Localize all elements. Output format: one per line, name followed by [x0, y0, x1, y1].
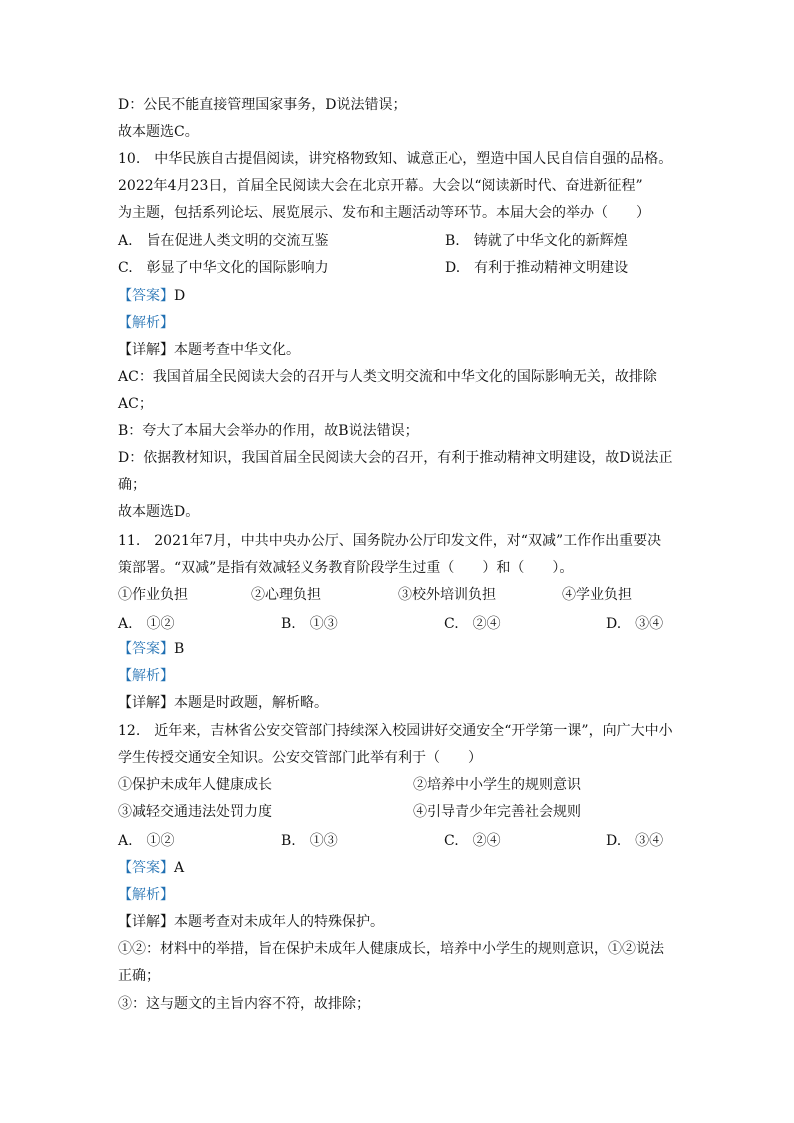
q11-detail	[118, 694, 328, 712]
q12-item-1: ①保护未成年人健康成长	[118, 777, 272, 793]
q10-explain-line-4: D：依据教材知识，我国首届全民阅读大会的召开，有利于推动精神文明建设，故D说法正	[118, 450, 673, 466]
q11-item-2: ②心理负担	[251, 587, 321, 603]
detail-text: 本题是时政题，解析略。	[174, 695, 328, 711]
q9-conclusion: 故本题选C。	[118, 124, 199, 140]
q11-item-4: ④学业负担	[562, 587, 632, 603]
q12-option-d: D. ③④	[606, 833, 664, 849]
detail-text: 本题考查中华文化。	[174, 342, 300, 358]
q12-detail	[118, 913, 384, 931]
q10-explain-line-1: AC：我国首届全民阅读大会的召开与人类文明交流和中华文化的国际影响无关，故排除	[118, 369, 657, 385]
q10-option-a: A. 旨在促进人类文明的交流互鉴	[118, 233, 329, 249]
q10-explain-line-5: 确；	[118, 477, 146, 493]
answer-tag: 【答案】	[118, 288, 174, 304]
q11-stem-line-2: 策部署。“双减”是指有效减轻义务教育阶段学生过重（ ）和（ ）。	[118, 560, 574, 576]
q11-option-d: D. ③④	[606, 616, 664, 632]
q10-stem-line-2: 2022年4月23日，首届全民阅读大会在北京开幕。大会以“阅读新时代、奋进新征程”	[118, 178, 643, 194]
q12-explain-line-3: ③：这与题文的主旨内容不符，故排除；	[118, 996, 370, 1012]
q12-option-b: B. ①③	[281, 833, 338, 849]
answer-value: B	[174, 641, 185, 657]
q12-item-2: ②培养中小学生的规则意识	[413, 777, 581, 793]
q10-option-c: C. 彰显了中华文化的国际影响力	[118, 260, 329, 276]
q11-stem-line-1: 11. 2021年7月，中共中央办公厅、国务院办公厅印发文件，对“双减”工作作出重要决	[118, 533, 662, 549]
q11-option-b: B. ①③	[281, 616, 338, 632]
q12-stem-line-2: 学生传授交通安全知识。公安交管部门此举有利于（ ）	[118, 750, 482, 766]
answer-value: A	[174, 860, 185, 876]
q12-answer	[118, 859, 184, 877]
q9-option-d-analysis: D：公民不能直接管理国家事务，D说法错误；	[118, 97, 407, 113]
detail-tag: 【详解】	[118, 695, 174, 711]
q12-explain-line-1: ①②：材料中的举措，旨在保护未成年人健康成长，培养中小学生的规则意识，①②说法	[118, 941, 664, 957]
q11-analysis-tag: 【解析】	[118, 668, 174, 684]
q12-explain-line-2: 正确；	[118, 968, 160, 984]
answer-tag: 【答案】	[118, 860, 174, 876]
q11-option-c: C. ②④	[444, 616, 501, 632]
q10-detail	[118, 341, 300, 359]
q12-item-4: ④引导青少年完善社会规则	[413, 804, 581, 820]
answer-value: D	[174, 288, 186, 304]
detail-tag: 【详解】	[118, 914, 174, 930]
q12-analysis-tag: 【解析】	[118, 887, 174, 903]
q10-option-b: B. 铸就了中华文化的新辉煌	[445, 233, 628, 249]
answer-tag: 【答案】	[118, 641, 174, 657]
q10-answer	[118, 287, 185, 305]
detail-text: 本题考查对未成年人的特殊保护。	[174, 914, 384, 930]
q11-answer	[118, 640, 184, 658]
q11-item-1: ①作业负担	[118, 587, 188, 603]
detail-tag: 【详解】	[118, 342, 174, 358]
q10-explain-line-3: B：夸大了本届大会举办的作用，故B说法错误；	[118, 423, 419, 439]
q10-stem-line-1: 10. 中华民族自古提倡阅读，讲究格物致知、诚意正心，塑造中国人民自信自强的品格。	[118, 151, 673, 167]
q10-option-d: D. 有利于推动精神文明建设	[445, 260, 629, 276]
q12-option-a: A. ①②	[118, 833, 175, 849]
q10-analysis-tag: 【解析】	[118, 315, 174, 331]
q10-explain-line-2: AC；	[118, 396, 153, 412]
q11-option-a: A. ①②	[118, 616, 175, 632]
q12-item-3: ③减轻交通违法处罚力度	[118, 804, 272, 820]
q12-stem-line-1: 12. 近年来，吉林省公安交管部门持续深入校园讲好交通安全“开学第一课”，向广大中小	[118, 723, 673, 739]
q12-option-c: C. ②④	[444, 833, 501, 849]
q10-explain-line-6: 故本题选D。	[118, 504, 200, 520]
q10-stem-line-3: 为主题，包括系列论坛、展览展示、发布和主题活动等环节。本届大会的举办（ ）	[118, 205, 650, 221]
q11-item-3: ③校外培训负担	[398, 587, 496, 603]
